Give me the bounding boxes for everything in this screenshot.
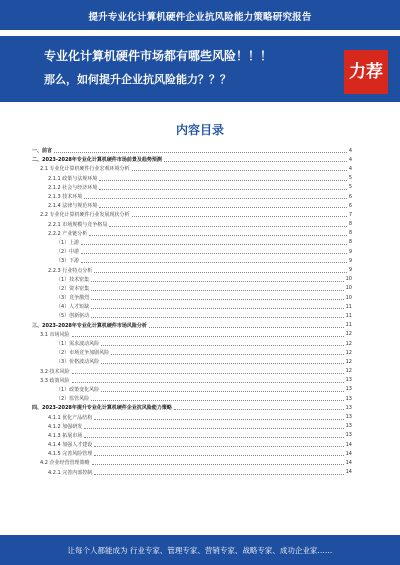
banner-subheadline: 那么，如何提升企业抗风险能力？？？ — [44, 73, 231, 86]
toc-entry-page: 11 — [345, 303, 352, 310]
banner — [0, 36, 400, 102]
toc-entry[interactable] — [32, 238, 352, 247]
toc-entry-page: 13 — [345, 404, 352, 411]
banner-headline: 专业化计算机硬件市场都有哪些风险！！！ — [44, 49, 273, 63]
toc-entry-label: 2.2.2 产业链分析 — [48, 230, 88, 237]
toc-entry-page: 13 — [345, 395, 352, 402]
toc-entry-label: （1）技术密集 — [56, 276, 90, 283]
report-title: 提升专业化计算机硬件企业抗风险能力策略研究报告 — [88, 12, 312, 23]
toc-entry[interactable] — [32, 449, 352, 458]
toc-entry[interactable] — [32, 201, 352, 210]
toc-entry[interactable] — [32, 256, 352, 265]
footer-bar — [0, 535, 400, 565]
toc-entry[interactable] — [32, 210, 352, 219]
toc-leader-dots — [94, 272, 347, 273]
toc-leader-dots — [94, 474, 343, 475]
toc-entry-page: 13 — [345, 414, 352, 421]
toc-leader-dots — [164, 161, 347, 162]
toc-entry-page: 7 — [348, 211, 352, 218]
toc-entry[interactable] — [32, 367, 352, 376]
toc-leader-dots — [94, 446, 343, 447]
toc-leader-dots — [91, 299, 343, 300]
toc-entry-label: 4.1.1 优化产品结构 — [48, 414, 93, 421]
toc-entry-page: 6 — [348, 193, 352, 200]
toc-entry-page: 12 — [345, 340, 352, 347]
toc-leader-dots — [81, 262, 347, 263]
toc-entry[interactable] — [32, 293, 352, 302]
toc-entry[interactable] — [32, 164, 352, 173]
toc-entry-label: 四、2023-2028年提升专业化计算机硬件企业抗风险能力策略 — [32, 405, 172, 412]
toc-entry-page: 8 — [348, 230, 352, 237]
toc-leader-dots — [101, 391, 343, 392]
toc-entry[interactable] — [32, 394, 352, 403]
toc-entry-label: 二、2023-2028年专业化计算机硬件市场前景及趋势预测 — [32, 157, 162, 164]
toc-leader-dots — [84, 428, 343, 429]
toc-entry-label: 4.1.3 拓展市场 — [48, 432, 83, 439]
toc-leader-dots — [91, 400, 343, 401]
toc-entry-label: （2）市场竞争加剧风险 — [56, 350, 110, 357]
toc-entry[interactable] — [32, 339, 352, 348]
toc-entry-page: 10 — [345, 285, 352, 292]
toc-entry-page: 11 — [345, 312, 352, 319]
toc-leader-dots — [72, 373, 344, 374]
toc-entry-label: （1）上游 — [56, 239, 80, 246]
toc-entry-page: 5 — [348, 175, 352, 182]
toc-entry-page: 8 — [348, 221, 352, 228]
toc-leader-dots — [81, 253, 347, 254]
toc-entry[interactable] — [32, 357, 352, 366]
toc-leader-dots — [99, 180, 347, 181]
toc-entry[interactable] — [32, 330, 352, 339]
table-of-contents — [32, 146, 352, 477]
toc-entry-label: 3.1 市场风险 — [40, 331, 70, 338]
footer-slogan: 让每个人都能成为 行业专家、管理专家、营销专家、战略专家、成功企业家…… — [67, 546, 333, 555]
toc-leader-dots — [54, 152, 347, 153]
toc-entry-page: 10 — [345, 276, 352, 283]
toc-leader-dots — [89, 235, 347, 236]
toc-entry-page: 9 — [348, 248, 352, 255]
toc-entry[interactable] — [32, 146, 352, 155]
toc-entry-page: 6 — [348, 202, 352, 209]
toc-leader-dots — [72, 336, 344, 337]
toc-entry-page: 13 — [345, 423, 352, 430]
toc-entry[interactable] — [32, 229, 352, 238]
toc-entry-label: 2.2 专业化计算机硬件行业发展现状分析 — [40, 212, 130, 219]
toc-entry-label: 一、前言 — [32, 148, 53, 155]
toc-leader-dots — [99, 207, 347, 208]
toc-entry[interactable] — [32, 321, 352, 330]
toc-title: 内容目录 — [175, 123, 224, 137]
toc-leader-dots — [101, 363, 343, 364]
toc-entry-label: 2.2.1 市场规模与竞争格局 — [48, 221, 108, 228]
toc-entry-page: 8 — [348, 239, 352, 246]
toc-entry[interactable] — [32, 302, 352, 311]
toc-entry[interactable] — [32, 422, 352, 431]
toc-entry[interactable] — [32, 412, 352, 421]
toc-entry-label: （1）需求波动风险 — [56, 341, 100, 348]
toc-entry-page: 10 — [345, 294, 352, 301]
toc-leader-dots — [94, 419, 343, 420]
toc-entry-page: 4 — [348, 156, 352, 163]
toc-entry[interactable] — [32, 376, 352, 385]
toc-entry-page: 12 — [345, 358, 352, 365]
toc-entry-label: 2.1 专业化计算机硬件行业宏观环境分析 — [40, 166, 130, 173]
toc-entry-label: 3.3 政策风险 — [40, 377, 70, 384]
toc-entry-label: （5）创新驱动 — [56, 313, 90, 320]
toc-leader-dots — [91, 317, 343, 318]
report-header-bar — [0, 0, 400, 30]
toc-entry[interactable] — [32, 468, 352, 477]
toc-leader-dots — [149, 327, 344, 328]
toc-entry-page: 4 — [348, 165, 352, 172]
toc-entry-page: 11 — [345, 322, 352, 329]
toc-leader-dots — [91, 308, 343, 309]
toc-entry-page: 9 — [348, 267, 352, 274]
toc-entry-label: 三、2023-2028年专业化计算机硬件市场风险分析 — [32, 322, 147, 329]
toc-entry-page: 14 — [345, 459, 352, 466]
toc-entry[interactable] — [32, 155, 352, 164]
toc-entry-label: 2.1.4 法律与规范环境 — [48, 203, 98, 210]
toc-leader-dots — [99, 189, 347, 190]
toc-entry-label: 3.2 技术风险 — [40, 368, 70, 375]
toc-entry-label: （2）中游 — [56, 249, 80, 256]
toc-entry[interactable] — [32, 403, 352, 412]
toc-entry-label: （3）价格波动风险 — [56, 359, 100, 366]
toc-entry[interactable] — [32, 348, 352, 357]
toc-entry-label: 2.1.1 政策与法规环境 — [48, 175, 98, 182]
toc-entry-page: 13 — [345, 432, 352, 439]
toc-leader-dots — [92, 464, 344, 465]
toc-entry-label: （3）下游 — [56, 258, 80, 265]
toc-entry-page: 14 — [345, 469, 352, 476]
toc-entry[interactable] — [32, 192, 352, 201]
toc-leader-dots — [84, 437, 343, 438]
toc-entry[interactable] — [32, 275, 352, 284]
toc-entry[interactable] — [32, 220, 352, 229]
toc-entry-page: 13 — [345, 386, 352, 393]
toc-leader-dots — [132, 170, 347, 171]
toc-entry[interactable] — [32, 183, 352, 192]
toc-entry-label: （4）人才短缺 — [56, 304, 90, 311]
toc-leader-dots — [132, 216, 347, 217]
toc-entry-label: （2）资本密集 — [56, 285, 90, 292]
toc-entry-label: 2.1.3 技术环境 — [48, 194, 83, 201]
toc-entry-label: 2.2.3 行业特点分析 — [48, 267, 93, 274]
toc-leader-dots — [84, 198, 347, 199]
toc-leader-dots — [109, 226, 346, 227]
toc-entry-page: 13 — [345, 377, 352, 384]
toc-leader-dots — [111, 354, 343, 355]
toc-entry-label: 4.1.5 完善风险管理 — [48, 451, 93, 458]
toc-entry-label: （2）监管风险 — [56, 396, 90, 403]
toc-entry-page: 14 — [345, 450, 352, 457]
toc-leader-dots — [81, 244, 347, 245]
toc-leader-dots — [91, 281, 343, 282]
toc-entry-label: （3）竞争激烈 — [56, 295, 90, 302]
toc-entry[interactable] — [32, 311, 352, 320]
toc-entry-page: 12 — [345, 331, 352, 338]
toc-entry[interactable] — [32, 174, 352, 183]
toc-leader-dots — [174, 409, 344, 410]
toc-entry[interactable] — [32, 440, 352, 449]
toc-leader-dots — [72, 382, 344, 383]
toc-entry-label: （1）政策变化风险 — [56, 386, 100, 393]
toc-entry-page: 12 — [345, 368, 352, 375]
toc-entry-label: 4.2.1 完善内部控制 — [48, 469, 93, 476]
toc-entry-page: 9 — [348, 257, 352, 264]
toc-entry[interactable] — [32, 431, 352, 440]
toc-entry[interactable] — [32, 385, 352, 394]
toc-leader-dots — [94, 455, 343, 456]
toc-leader-dots — [101, 345, 343, 346]
toc-entry[interactable] — [32, 458, 352, 467]
toc-entry-label: 4.2 企业经营管理策略 — [40, 460, 90, 467]
toc-entry[interactable] — [32, 247, 352, 256]
toc-entry-label: 4.1.4 加强人才建设 — [48, 442, 93, 449]
brand-badge: 力荐 — [344, 50, 388, 94]
toc-entry-page: 14 — [345, 441, 352, 448]
toc-entry[interactable] — [32, 265, 352, 274]
toc-entry-label: 4.1.2 加强研发 — [48, 423, 83, 430]
toc-entry-page: 12 — [345, 349, 352, 356]
toc-entry[interactable] — [32, 284, 352, 293]
toc-entry-page: 4 — [348, 147, 352, 154]
toc-leader-dots — [91, 290, 343, 291]
toc-entry-label: 2.1.2 社会与经济环境 — [48, 184, 98, 191]
toc-entry-page: 5 — [348, 184, 352, 191]
